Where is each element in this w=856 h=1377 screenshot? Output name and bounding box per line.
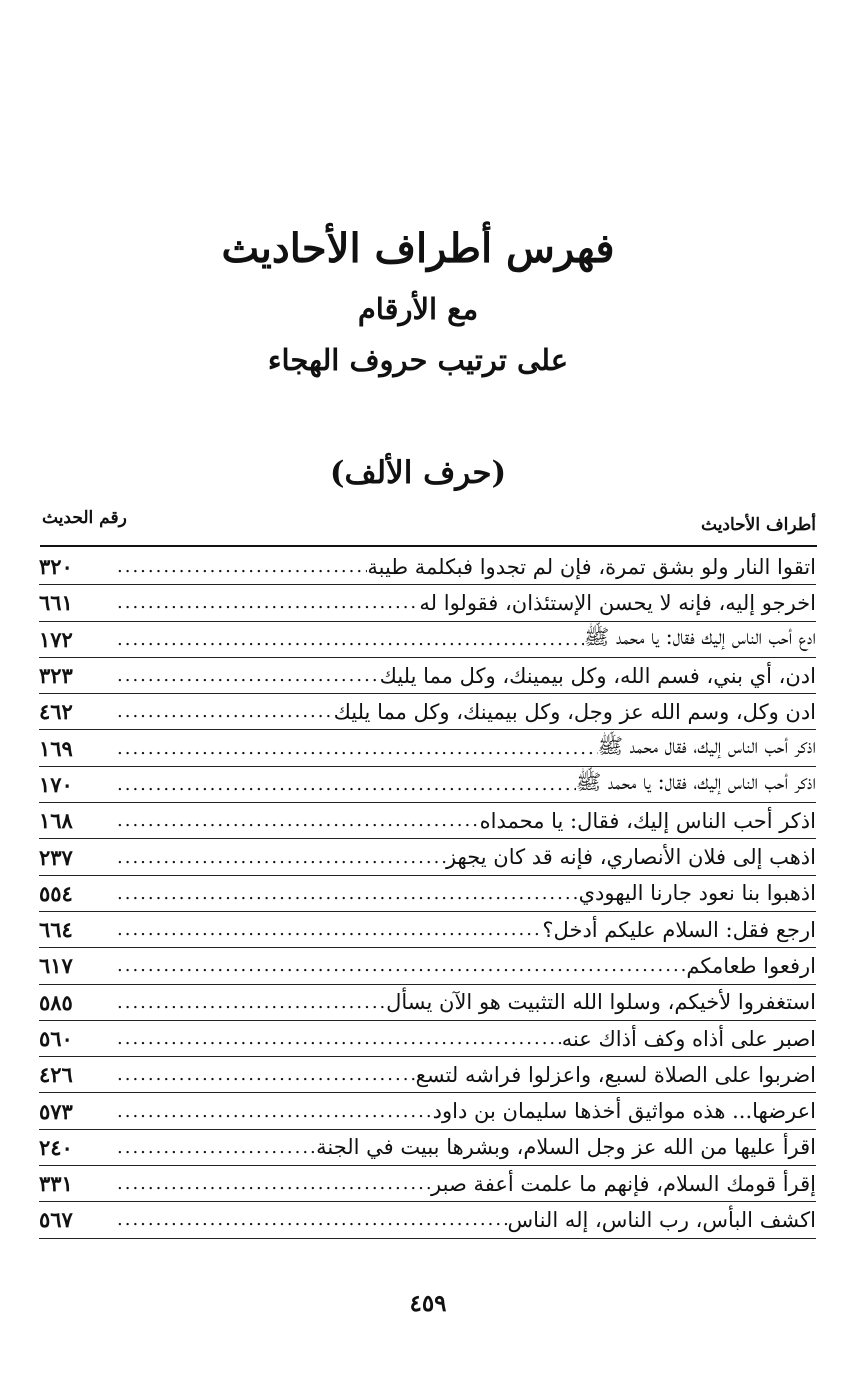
leader-dots [107,1028,562,1049]
entry-text: اتقوا النار ولو بشق تمرة، فإن لم تجدوا فبكلمة طيبة [367,554,816,579]
entry-number: ٢٣٧ [39,844,73,870]
leader-dots [107,738,598,759]
leader-dots [107,629,584,650]
list-item [39,658,816,694]
list-item [39,730,816,766]
list-item [39,912,816,948]
leader-dots [107,992,386,1013]
column-header-number: رقم الحديث [42,508,127,528]
page-title: فهرس أطراف الأحاديث [221,225,615,272]
entry-number: ٣٢٠ [39,554,73,580]
leader-dots [107,1064,416,1085]
subtitle-numbers: مع الأرقام [357,292,479,326]
list-item [39,585,816,621]
entry-number: ١٧٠ [39,771,73,797]
list-item [39,549,816,585]
list-item [39,694,816,730]
entry-number: ٦٦٤ [39,917,73,943]
entry-text: اضربوا على الصلاة لسبع، واعزلوا فراشه لتسع [415,1062,816,1087]
leader-dots [107,665,380,686]
list-item [39,767,816,803]
leader-dots [107,1137,316,1158]
entry-text: اقرأ عليها من الله عز وجل السلام، وبشرها ببيت في الجنة [316,1135,816,1160]
entry-number: ٥٧٣ [39,1098,73,1124]
leader-dots [107,883,579,904]
entry-text: اذكر أحب الناس إليك، فقال محمد ﷺ [597,733,816,758]
leader-dots [107,1173,431,1194]
entry-text: اكشف البأس، رب الناس، إله الناس [507,1207,816,1232]
list-item [39,985,816,1021]
entry-number: ١٧٢ [39,626,73,652]
list-item [39,622,816,658]
leader-dots [107,1209,508,1230]
entry-number: ٤٦٢ [39,699,73,725]
entry-number: ٦١٧ [39,953,73,979]
entry-text: إقرأ قومك السلام، فإنهم ما علمت أعفة صبر [431,1171,816,1196]
entry-text: ادن وكل، وسم الله عز وجل، وكل بيمينك، وكل مما يليك [333,699,816,724]
leader-dots [107,774,576,795]
entry-text: اخرجو إليه، فإنه لا يحسن الإستئذان، فقولوا له [419,590,816,615]
list-item [39,876,816,912]
list-item [39,1202,816,1238]
list-item [39,803,816,839]
list-item [39,1057,816,1093]
entry-number: ٥٦٧ [39,1207,73,1233]
leader-dots [107,847,446,868]
entry-number: ٥٦٠ [39,1026,73,1051]
entry-number: ٥٨٥ [39,989,73,1015]
entry-number: ٢٤٠ [39,1134,73,1160]
entry-text: ارفعوا طعامكم [686,953,816,978]
entry-text: اذكر أحب الناس إليك، فقال: يا محمد ﷺ [575,769,816,794]
list-item [39,839,816,875]
list-item [39,1130,816,1166]
entry-number: ٦٦١ [39,590,73,616]
entry-number: ٣٢٣ [39,663,73,689]
entry-text: اذهبوا بنا نعود جارنا اليهودي [578,881,816,906]
entry-text: اذكر أحب الناس إليك، فقال: يا محمداه [479,808,816,833]
entry-text: اعرضها... هذه مواثيق أخذها سليمان بن داود [432,1099,816,1124]
section-heading: (حرف الألف) [329,455,507,491]
entry-text: ارجع فقل: السلام عليكم أدخل؟ [542,917,816,942]
entry-text: اذهب إلى فلان الأنصاري، فإنه قد كان يجهز [445,845,816,870]
leader-dots [107,556,367,577]
entry-number: ٤٢٦ [39,1062,73,1088]
entry-text: استغفروا لأخيكم، وسلوا الله التثبيت هو الآن يسأل [386,990,816,1015]
list-item [39,1021,816,1057]
list-item [39,948,816,984]
list-item [39,1093,816,1129]
entry-text: ادع أحب الناس إليك فقال: يا محمد ﷺ [583,624,816,649]
subtitle-ordering: على ترتيب حروف الهجاء [267,343,569,377]
entry-number: ٥٥٤ [39,880,73,906]
leader-dots [107,919,542,940]
column-header-entries: أطراف الأحاديث [701,515,816,535]
leader-dots [107,592,419,613]
entry-number: ١٦٨ [39,808,73,834]
leader-dots [107,810,480,831]
entry-number: ١٦٩ [39,735,73,761]
hadith-index-list [39,549,816,1239]
entry-text: ادن، أي بني، فسم الله، وكل بيمينك، وكل مما يليك [379,663,816,688]
leader-dots [107,1101,433,1122]
list-item [39,1166,816,1202]
leader-dots [107,955,686,976]
entry-text: اصبر على أذاه وكف أذاك عنه [561,1026,816,1051]
leader-dots [107,701,334,722]
page-number: ٤٥٩ [409,1290,447,1317]
header-rule [40,545,817,547]
entry-number: ٣٣١ [39,1171,73,1197]
